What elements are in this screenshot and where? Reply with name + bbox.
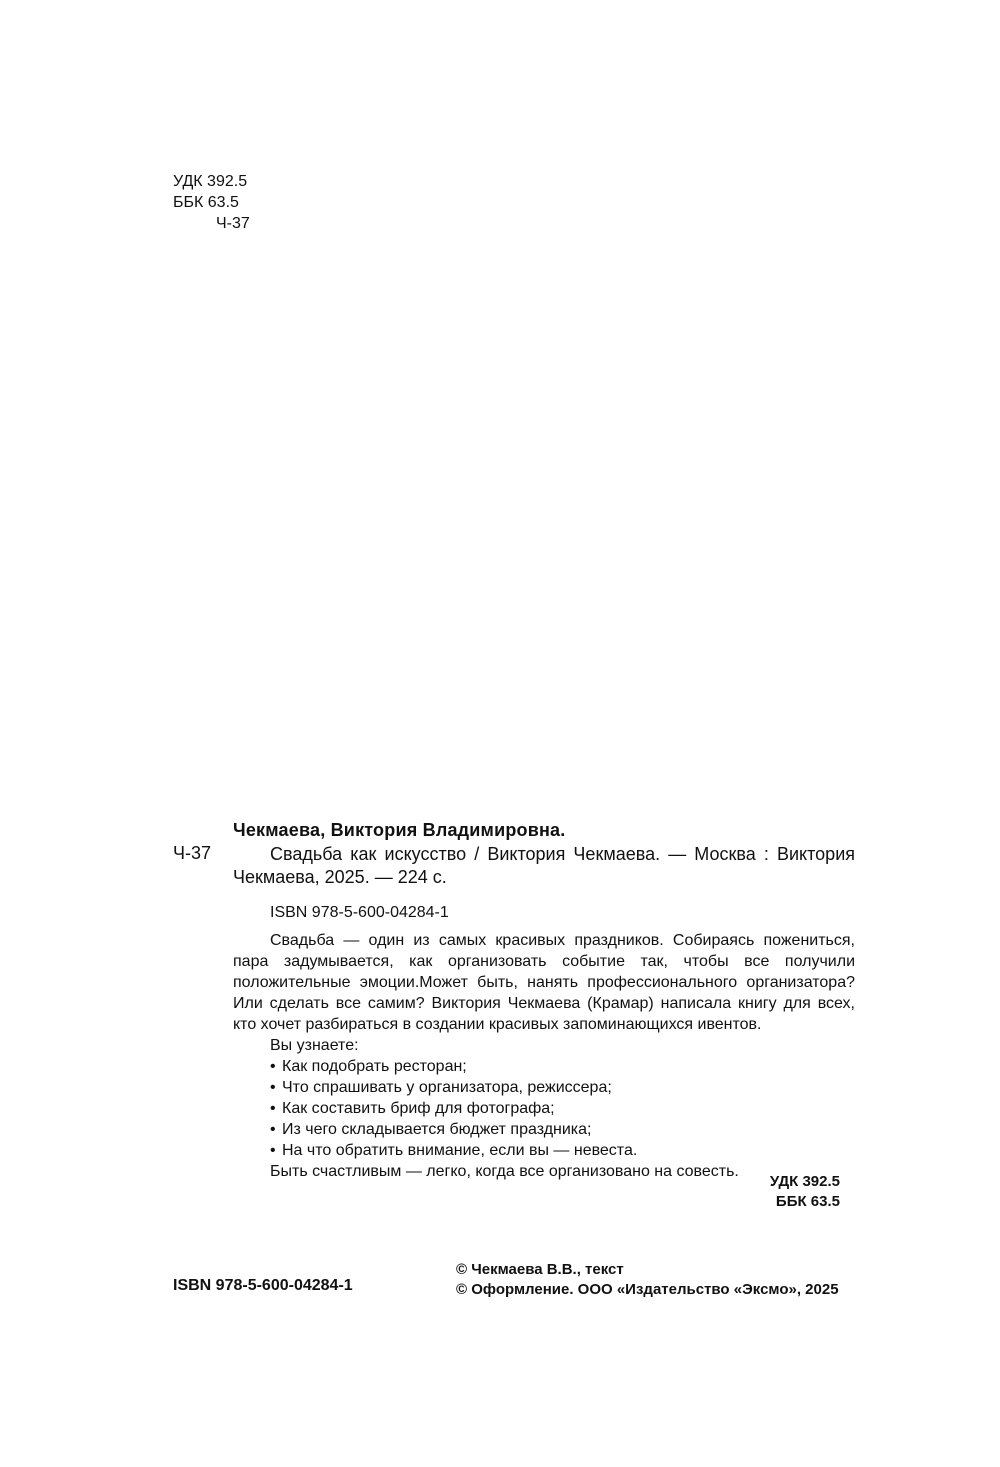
list-item-text: Как составить бриф для фотографа; — [282, 1100, 555, 1117]
bullet-icon: • — [270, 1142, 276, 1159]
author-mark: Ч-37 — [216, 215, 250, 232]
copyright-text: © Чекмаева В.В., текст — [456, 1261, 624, 1278]
udk-code: УДК 392.5 — [769, 1173, 840, 1190]
list-item-text: Как подобрать ресторан; — [282, 1058, 467, 1075]
author-mark-entry: Ч-37 — [173, 843, 212, 863]
annotation-closing: Быть счастливым — легко, когда все организовано на совесть. — [270, 1163, 739, 1180]
bbk-code: ББК 63.5 — [775, 1193, 840, 1210]
list-item — [233, 1119, 855, 1140]
classification-bottom — [690, 1172, 840, 1212]
list-item — [233, 1098, 855, 1119]
list-item — [233, 1056, 855, 1077]
annotation — [233, 930, 855, 1182]
list-item — [233, 1140, 855, 1161]
bullet-icon: • — [270, 1079, 276, 1096]
bbk-code: ББК 63.5 — [173, 194, 239, 211]
learn-heading: Вы узнаете: — [270, 1037, 359, 1054]
isbn-main: ISBN 978-5-600-04284-1 — [173, 1277, 353, 1294]
bullet-icon: • — [270, 1121, 276, 1138]
bullet-icon: • — [270, 1100, 276, 1117]
title-description: Свадьба как искусство / Виктория Чекмаева. — Москва : Виктория Чекмаева, 2025. — 224 с. — [233, 844, 855, 887]
bullet-icon: • — [270, 1058, 276, 1075]
list-item-text: Из чего складывается бюджет праздника; — [282, 1121, 592, 1138]
list-item-text: На что обратить внимание, если вы — невеста. — [282, 1142, 638, 1159]
isbn-entry: ISBN 978-5-600-04284-1 — [270, 904, 449, 921]
list-item — [233, 1077, 855, 1098]
list-item-text: Что спрашивать у организатора, режиссера; — [282, 1079, 612, 1096]
copyright-block — [456, 1260, 839, 1300]
udk-code: УДК 392.5 — [173, 173, 248, 190]
copyright-design: © Оформление. ООО «Издательство «Эксмо», 2025 — [456, 1281, 839, 1298]
annotation-intro: Свадьба — один из самых красивых праздников. Собираясь пожениться, пара задумывается, как организовать событие так, чтобы все получили положительные эмоции.Может быть, нанять профессионального организатора? Или сделать все самим? Виктория Чекмаева (Крамар) написала книгу для всех, кто хочет разбираться в создании красивых запоминающихся ивентов. — [233, 932, 855, 1033]
author-name: Чекмаева, Виктория Владимировна. — [233, 820, 566, 840]
classification-top — [173, 171, 250, 234]
